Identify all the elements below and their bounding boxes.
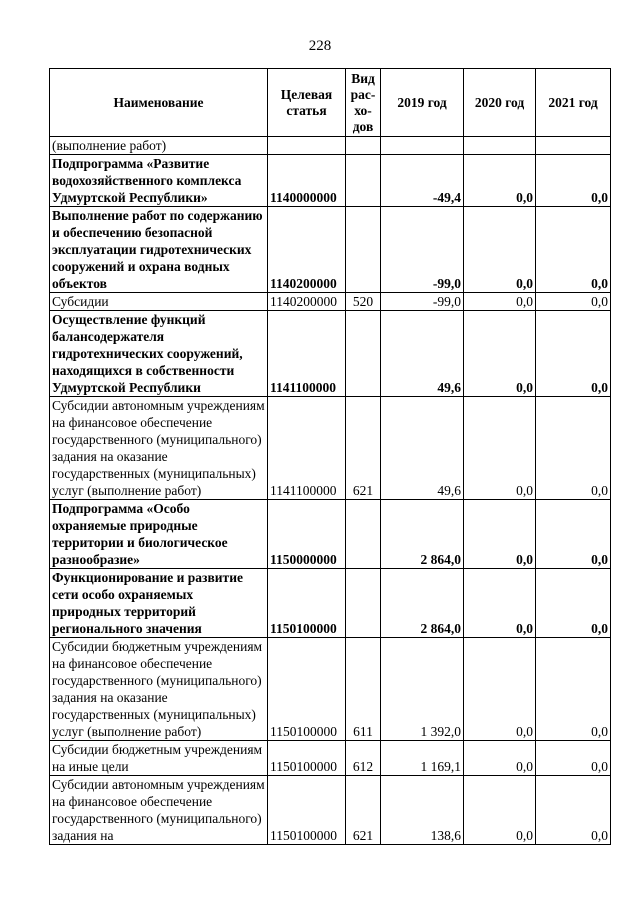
table-header-row: [50, 69, 611, 137]
cell-name: Подпрограмма «Особо охраняемые природные территории и биологическое разнообразие»: [50, 500, 268, 569]
cell-name: Подпрограмма «Развитие водохозяйственного комплекса Удмуртской Республики»: [50, 155, 268, 207]
cell-name: (выполнение работ): [50, 137, 268, 155]
table-row: [50, 741, 611, 776]
cell-target-article: 1150100000: [268, 569, 346, 638]
cell-name: Субсидии автономным учреждениям на финансовое обеспечение государственного (муниципального) задания на оказание государственных (муниципальных) услуг (выполнение работ): [50, 397, 268, 500]
cell-expense-type: [346, 207, 381, 293]
cell-name: Функционирование и развитие сети особо охраняемых природных территорий регионального значения: [50, 569, 268, 638]
cell-name: Выполнение работ по содержанию и обеспечению безопасной эксплуатации гидротехнических сооружений и охрана водных объектов: [50, 207, 268, 293]
cell-expense-type: 612: [346, 741, 381, 776]
cell-expense-type: 611: [346, 638, 381, 741]
cell-2020: 0,0: [464, 741, 536, 776]
cell-2019: -99,0: [381, 293, 464, 311]
cell-target-article: 1141100000: [268, 311, 346, 397]
cell-2019: 1 392,0: [381, 638, 464, 741]
cell-name: Субсидии: [50, 293, 268, 311]
cell-expense-type: [346, 137, 381, 155]
cell-name: Субсидии бюджетным учреждениям на финансовое обеспечение государственного (муниципального) задания на оказание государственных (муниципальных) услуг (выполнение работ): [50, 638, 268, 741]
cell-2020: [464, 137, 536, 155]
cell-target-article: 1140000000: [268, 155, 346, 207]
table-row: [50, 397, 611, 500]
cell-2021: 0,0: [536, 741, 611, 776]
cell-2019: 1 169,1: [381, 741, 464, 776]
header-2019: 2019 год: [381, 69, 464, 137]
cell-2020: 0,0: [464, 397, 536, 500]
cell-2021: 0,0: [536, 776, 611, 845]
cell-expense-type: 520: [346, 293, 381, 311]
cell-expense-type: [346, 155, 381, 207]
header-name: Наименование: [50, 69, 268, 137]
cell-2021: 0,0: [536, 569, 611, 638]
cell-target-article: 1140200000: [268, 207, 346, 293]
table-row: [50, 137, 611, 155]
cell-2021: [536, 137, 611, 155]
cell-name: Субсидии автономным учреждениям на финансовое обеспечение государственного (муниципального) задания на: [50, 776, 268, 845]
cell-2019: 2 864,0: [381, 569, 464, 638]
cell-2021: 0,0: [536, 207, 611, 293]
cell-2021: 0,0: [536, 500, 611, 569]
cell-name: Осуществление функций балансодержателя гидротехнических сооружений, находящихся в собственности Удмуртской Республики: [50, 311, 268, 397]
cell-name: Субсидии бюджетным учреждениям на иные цели: [50, 741, 268, 776]
table-row: [50, 776, 611, 845]
table-row: [50, 293, 611, 311]
table-row: [50, 569, 611, 638]
budget-table: [49, 68, 611, 845]
cell-expense-type: 621: [346, 776, 381, 845]
cell-target-article: 1150000000: [268, 500, 346, 569]
cell-2020: 0,0: [464, 311, 536, 397]
cell-2020: 0,0: [464, 638, 536, 741]
table-row: [50, 500, 611, 569]
cell-expense-type: [346, 311, 381, 397]
header-2021: 2021 год: [536, 69, 611, 137]
cell-2019: 2 864,0: [381, 500, 464, 569]
cell-2021: 0,0: [536, 311, 611, 397]
cell-2020: 0,0: [464, 293, 536, 311]
cell-2020: 0,0: [464, 569, 536, 638]
cell-2020: 0,0: [464, 500, 536, 569]
cell-2019: 138,6: [381, 776, 464, 845]
table-body: [50, 137, 611, 845]
cell-expense-type: [346, 569, 381, 638]
cell-2019: [381, 137, 464, 155]
cell-expense-type: [346, 500, 381, 569]
cell-target-article: 1141100000: [268, 397, 346, 500]
cell-2021: 0,0: [536, 397, 611, 500]
page-number: 228: [308, 38, 332, 54]
cell-2021: 0,0: [536, 638, 611, 741]
header-expense-type: Вид рас-хо-дов: [346, 69, 381, 137]
cell-2021: 0,0: [536, 155, 611, 207]
cell-2020: 0,0: [464, 776, 536, 845]
cell-2020: 0,0: [464, 207, 536, 293]
cell-target-article: 1150100000: [268, 741, 346, 776]
header-target-article: Целевая статья: [268, 69, 346, 137]
cell-expense-type: 621: [346, 397, 381, 500]
cell-2019: 49,6: [381, 397, 464, 500]
cell-target-article: 1150100000: [268, 776, 346, 845]
table-row: [50, 311, 611, 397]
cell-target-article: 1150100000: [268, 638, 346, 741]
cell-2019: -99,0: [381, 207, 464, 293]
table-row: [50, 638, 611, 741]
cell-2021: 0,0: [536, 293, 611, 311]
cell-2019: 49,6: [381, 311, 464, 397]
cell-2020: 0,0: [464, 155, 536, 207]
cell-target-article: 1140200000: [268, 293, 346, 311]
table-row: [50, 207, 611, 293]
table-row: [50, 155, 611, 207]
cell-target-article: [268, 137, 346, 155]
header-2020: 2020 год: [464, 69, 536, 137]
cell-2019: -49,4: [381, 155, 464, 207]
